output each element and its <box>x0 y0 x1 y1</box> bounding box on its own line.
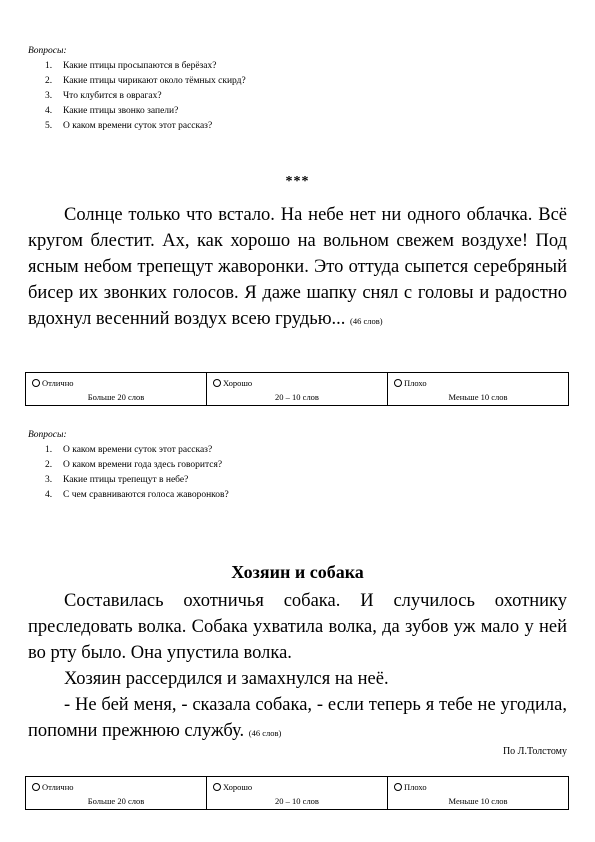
question-text: С чем сравниваются голоса жаворонков? <box>63 490 229 500</box>
questions-list <box>28 59 246 134</box>
list-item <box>45 74 246 89</box>
story-title: Хозяин и собака <box>231 562 364 582</box>
word-count: (46 слов) <box>248 728 282 738</box>
rating-label: Хорошо <box>223 782 253 792</box>
question-text: Что клубится в оврагах? <box>63 91 162 101</box>
smiley-icon <box>32 379 40 387</box>
questions-block-1 <box>28 44 246 134</box>
rating-criteria: Меньше 10 слов <box>448 796 508 806</box>
rating-label: Отлично <box>42 378 74 388</box>
story-2 <box>28 588 567 746</box>
rating-label: Плохо <box>404 378 427 388</box>
questions-title: Вопросы: <box>28 430 67 440</box>
rating-cell-bad <box>388 777 568 809</box>
item-number: 3. <box>45 91 53 101</box>
question-text: О каком времени года здесь говорится? <box>63 460 223 470</box>
story-text: Солнце только что встало. На небе нет ни одного облачка. Всё кругом блестит. Ах, как хорошо на вольном свежем воздухе! Под ясным небом трепещут жаворонки. Это оттуда сыпется серебряный бисер их звонких голосов. Я даже шапку снял с головы и радостно вдохнул весенний воздух всею грудью... <box>28 205 567 329</box>
rating-table-2 <box>25 776 569 810</box>
smiley-icon <box>213 379 221 387</box>
question-text: О каком времени суток этот рассказ? <box>63 445 213 455</box>
list-item <box>45 488 229 503</box>
list-item <box>45 119 246 134</box>
question-text: О каком времени суток этот рассказ? <box>63 121 213 131</box>
item-number: 5. <box>45 121 53 131</box>
story-paragraph <box>28 202 567 334</box>
questions-list <box>28 443 229 503</box>
rating-criteria: Больше 20 слов <box>87 796 145 806</box>
rating-criteria: Больше 20 слов <box>87 392 145 402</box>
rating-label: Плохо <box>404 782 427 792</box>
list-item <box>45 59 246 74</box>
rating-criteria: Меньше 10 слов <box>448 392 508 402</box>
smiley-icon <box>394 379 402 387</box>
story-author: По Л.Толстому <box>502 746 567 757</box>
item-number: 4. <box>45 490 53 500</box>
item-number: 2. <box>45 76 53 86</box>
smiley-icon <box>32 783 40 791</box>
story-paragraph: Хозяин рассердился и замахнулся на неё. <box>64 669 389 689</box>
rating-criteria: 20 – 10 слов <box>275 796 319 806</box>
list-item <box>45 473 229 488</box>
smiley-icon <box>394 783 402 791</box>
question-text: Какие птицы звонко запели? <box>63 106 179 116</box>
rating-table-1 <box>25 372 569 406</box>
question-text: Какие птицы просыпаются в берёзах? <box>63 61 217 71</box>
rating-criteria: 20 – 10 слов <box>275 392 319 402</box>
item-number: 4. <box>45 106 53 116</box>
questions-block-2 <box>28 428 229 503</box>
rating-label: Хорошо <box>223 378 253 388</box>
rating-cell-excellent <box>26 777 207 809</box>
list-item <box>45 443 229 458</box>
question-text: Какие птицы трепещут в небе? <box>63 475 189 485</box>
rating-label: Отлично <box>42 782 74 792</box>
list-item <box>45 104 246 119</box>
rating-cell-good <box>207 373 388 405</box>
rating-cell-excellent <box>26 373 207 405</box>
list-item <box>45 89 246 104</box>
word-count: (46 слов) <box>350 316 383 326</box>
question-text: Какие птицы чирикают около тёмных скирд? <box>63 76 246 86</box>
rating-cell-good <box>207 777 388 809</box>
story-paragraph <box>28 692 567 746</box>
list-item <box>45 458 229 473</box>
story-1 <box>28 202 567 334</box>
item-number: 2. <box>45 460 53 470</box>
item-number: 3. <box>45 475 53 485</box>
item-number: 1. <box>45 61 53 71</box>
smiley-icon <box>213 783 221 791</box>
questions-title: Вопросы: <box>28 46 67 56</box>
item-number: 1. <box>45 445 53 455</box>
story-text: - Не бей меня, - сказала собака, - если теперь я тебе не угодила, попомни прежнюю службу. <box>28 695 567 741</box>
rating-cell-bad <box>388 373 568 405</box>
section-separator: *** <box>285 174 310 189</box>
story-paragraph: Составилась охотничья собака. И случилось охотнику преследовать волка. Собака ухватила волка, да зубов уж мало у ней во рту было. Она упустила волка. <box>28 591 567 663</box>
